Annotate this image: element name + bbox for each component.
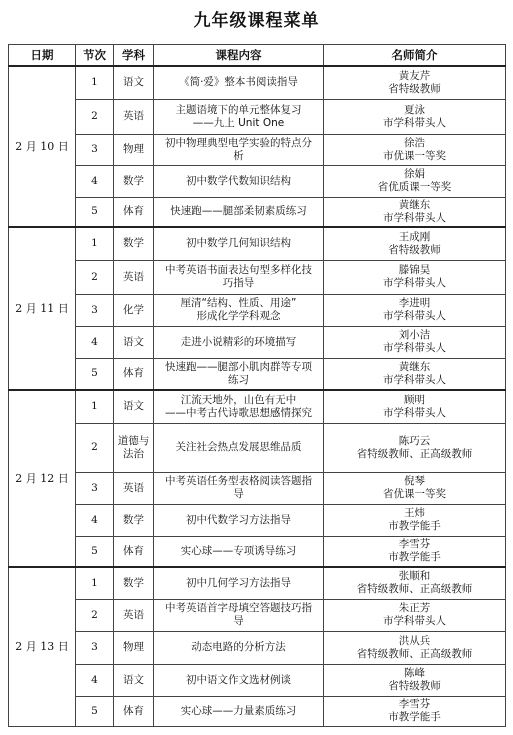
table-row <box>9 66 506 99</box>
subject-cell: 体育 <box>114 536 154 567</box>
teacher-name: 陈峰 <box>404 667 425 679</box>
teacher-name: 洪从兵 <box>398 634 431 647</box>
course-content-cell: 厘清“结构、性质、用途” 形成化学学科观念 <box>154 294 324 326</box>
teacher-name: 徐娟 <box>404 168 425 180</box>
period-cell: 3 <box>76 294 114 326</box>
teacher-name: 陈巧云 <box>398 434 431 447</box>
table-row <box>9 472 506 504</box>
table-row <box>9 423 506 472</box>
teacher-title: 市学科带头人 <box>383 373 446 386</box>
teacher-name: 夏泳 <box>404 103 425 116</box>
teacher-name: 王成刚 <box>398 230 431 243</box>
date-cell: 2 月 10 日 <box>9 66 76 227</box>
date-cell: 2 月 11 日 <box>9 227 76 390</box>
header-teacher: 名师简介 <box>324 45 506 67</box>
teacher-name: 李雪芬 <box>398 698 431 710</box>
period-cell: 2 <box>76 99 114 134</box>
period-cell: 2 <box>76 260 114 294</box>
subject-cell: 道德与法治 <box>114 423 154 472</box>
teacher-title: 市学科带头人 <box>383 310 446 322</box>
period-cell: 5 <box>76 197 114 227</box>
subject-cell: 语文 <box>114 664 154 696</box>
teacher-cell <box>324 227 506 260</box>
date-cell: 2 月 13 日 <box>9 567 76 726</box>
teacher-cell <box>324 423 506 472</box>
teacher-cell <box>324 326 506 358</box>
table-row <box>9 326 506 358</box>
teacher-title: 省特级教师、正高级教师 <box>356 647 473 660</box>
teacher-cell <box>324 664 506 696</box>
course-content-cell: 《简·爱》整本书阅读指导 <box>154 66 324 99</box>
table-row <box>9 99 506 134</box>
teacher-name: 黄继东 <box>398 198 431 211</box>
period-cell: 3 <box>76 472 114 504</box>
teacher-title: 市优课一等奖 <box>383 149 446 162</box>
teacher-title: 省特级教师 <box>388 82 441 95</box>
teacher-title: 市学科带头人 <box>383 615 446 627</box>
table-row <box>9 696 506 726</box>
subject-cell: 语文 <box>114 326 154 358</box>
teacher-title: 市教学能手 <box>388 520 441 532</box>
header-subject: 学科 <box>114 45 154 67</box>
teacher-title: 省特级教师 <box>388 680 441 692</box>
header-row <box>9 45 506 67</box>
subject-cell: 英语 <box>114 260 154 294</box>
course-content-cell: 中考英语书面表达句型多样化技巧指导 <box>154 260 324 294</box>
teacher-title: 省优质课一等奖 <box>377 181 452 193</box>
subject-cell: 数学 <box>114 165 154 197</box>
teacher-title: 省特级教师 <box>388 243 441 256</box>
teacher-name: 徐浩 <box>404 136 425 149</box>
period-cell: 4 <box>76 326 114 358</box>
teacher-name: 张顺和 <box>398 570 431 583</box>
course-content-cell: 江流天地外，山色有无中 ——中考古代诗歌思想感情探究 <box>154 390 324 423</box>
period-cell: 3 <box>76 631 114 664</box>
table-row <box>9 599 506 631</box>
table-row <box>9 197 506 227</box>
header-period: 节次 <box>76 45 114 67</box>
date-cell: 2 月 12 日 <box>9 390 76 567</box>
teacher-title: 市学科带头人 <box>383 342 446 354</box>
subject-cell: 体育 <box>114 197 154 227</box>
teacher-cell <box>324 99 506 134</box>
header-date: 日期 <box>9 45 76 67</box>
teacher-name: 王炜 <box>404 507 425 519</box>
course-content-cell: 中考英语首字母填空答题技巧指导 <box>154 599 324 631</box>
subject-cell: 物理 <box>114 631 154 664</box>
table-row <box>9 260 506 294</box>
table-row <box>9 664 506 696</box>
teacher-name: 李进明 <box>398 297 431 309</box>
teacher-cell <box>324 165 506 197</box>
header-content: 课程内容 <box>154 45 324 67</box>
period-cell: 5 <box>76 536 114 567</box>
teacher-title: 市学科带头人 <box>383 277 446 289</box>
period-cell: 4 <box>76 504 114 536</box>
course-content-cell: 初中代数学习方法指导 <box>154 504 324 536</box>
teacher-name: 黄友芹 <box>398 69 431 82</box>
teacher-title: 省优课一等奖 <box>383 488 446 500</box>
teacher-cell <box>324 390 506 423</box>
subject-cell: 数学 <box>114 567 154 599</box>
teacher-cell <box>324 504 506 536</box>
course-content-cell: 快速跑——腿部柔韧素质练习 <box>154 197 324 227</box>
period-cell: 2 <box>76 423 114 472</box>
course-content-cell: 关注社会热点发展思维品质 <box>154 423 324 472</box>
subject-cell: 英语 <box>114 599 154 631</box>
page-title: 九年级课程菜单 <box>193 11 320 31</box>
subject-cell: 数学 <box>114 227 154 260</box>
teacher-cell <box>324 599 506 631</box>
teacher-name: 顾明 <box>404 393 425 406</box>
teacher-title: 市教学能手 <box>388 551 441 564</box>
teacher-name: 滕锦昊 <box>398 264 431 276</box>
subject-cell: 数学 <box>114 504 154 536</box>
schedule-table <box>8 44 506 727</box>
teacher-title: 市学科带头人 <box>383 116 446 129</box>
teacher-cell <box>324 472 506 504</box>
teacher-cell <box>324 66 506 99</box>
course-content-cell: 实心球——专项诱导练习 <box>154 536 324 567</box>
teacher-name: 李雪芬 <box>398 538 431 551</box>
teacher-cell <box>324 696 506 726</box>
course-content-cell: 主题语境下的单元整体复习 ——九上 Unit One <box>154 99 324 134</box>
course-content-cell: 初中语文作文选材例谈 <box>154 664 324 696</box>
subject-cell: 化学 <box>114 294 154 326</box>
table-row <box>9 567 506 599</box>
course-content-cell: 初中几何学习方法指导 <box>154 567 324 599</box>
subject-cell: 语文 <box>114 66 154 99</box>
table-row <box>9 536 506 567</box>
teacher-cell <box>324 134 506 165</box>
teacher-cell <box>324 197 506 227</box>
teacher-name: 倪琴 <box>404 475 425 487</box>
teacher-cell <box>324 358 506 390</box>
table-row <box>9 504 506 536</box>
course-content-cell: 初中数学代数知识结构 <box>154 165 324 197</box>
period-cell: 3 <box>76 134 114 165</box>
period-cell: 5 <box>76 358 114 390</box>
subject-cell: 物理 <box>114 134 154 165</box>
teacher-name: 朱正芳 <box>398 602 431 614</box>
subject-cell: 体育 <box>114 696 154 726</box>
teacher-cell <box>324 260 506 294</box>
table-row <box>9 631 506 664</box>
teacher-cell <box>324 631 506 664</box>
teacher-cell <box>324 294 506 326</box>
table-row <box>9 227 506 260</box>
schedule-body <box>9 66 506 726</box>
teacher-title: 市教学能手 <box>388 711 441 723</box>
table-row <box>9 390 506 423</box>
table-row <box>9 358 506 390</box>
table-row <box>9 134 506 165</box>
period-cell: 1 <box>76 227 114 260</box>
course-content-cell: 中考英语任务型表格阅读答题指导 <box>154 472 324 504</box>
period-cell: 4 <box>76 664 114 696</box>
period-cell: 2 <box>76 599 114 631</box>
table-row <box>9 165 506 197</box>
course-content-cell: 初中数学几何知识结构 <box>154 227 324 260</box>
course-content-cell: 快速跑——腿部小肌肉群等专项练习 <box>154 358 324 390</box>
subject-cell: 英语 <box>114 99 154 134</box>
period-cell: 4 <box>76 165 114 197</box>
teacher-cell <box>324 536 506 567</box>
subject-cell: 体育 <box>114 358 154 390</box>
course-content-cell: 实心球——力量素质练习 <box>154 696 324 726</box>
course-content-cell: 动态电路的分析方法 <box>154 631 324 664</box>
course-content-cell: 走进小说精彩的环境描写 <box>154 326 324 358</box>
teacher-title: 省特级教师、正高级教师 <box>356 447 473 460</box>
teacher-title: 市学科带头人 <box>383 211 446 224</box>
course-content-cell: 初中物理典型电学实验的特点分析 <box>154 134 324 165</box>
table-row <box>9 294 506 326</box>
period-cell: 1 <box>76 567 114 599</box>
teacher-title: 省特级教师、正高级教师 <box>356 583 473 596</box>
teacher-name: 黄继东 <box>398 360 431 373</box>
period-cell: 1 <box>76 66 114 99</box>
subject-cell: 英语 <box>114 472 154 504</box>
teacher-title: 市学科带头人 <box>383 406 446 419</box>
teacher-name: 刘小洁 <box>398 329 431 341</box>
period-cell: 5 <box>76 696 114 726</box>
teacher-cell <box>324 567 506 599</box>
subject-cell: 语文 <box>114 390 154 423</box>
period-cell: 1 <box>76 390 114 423</box>
